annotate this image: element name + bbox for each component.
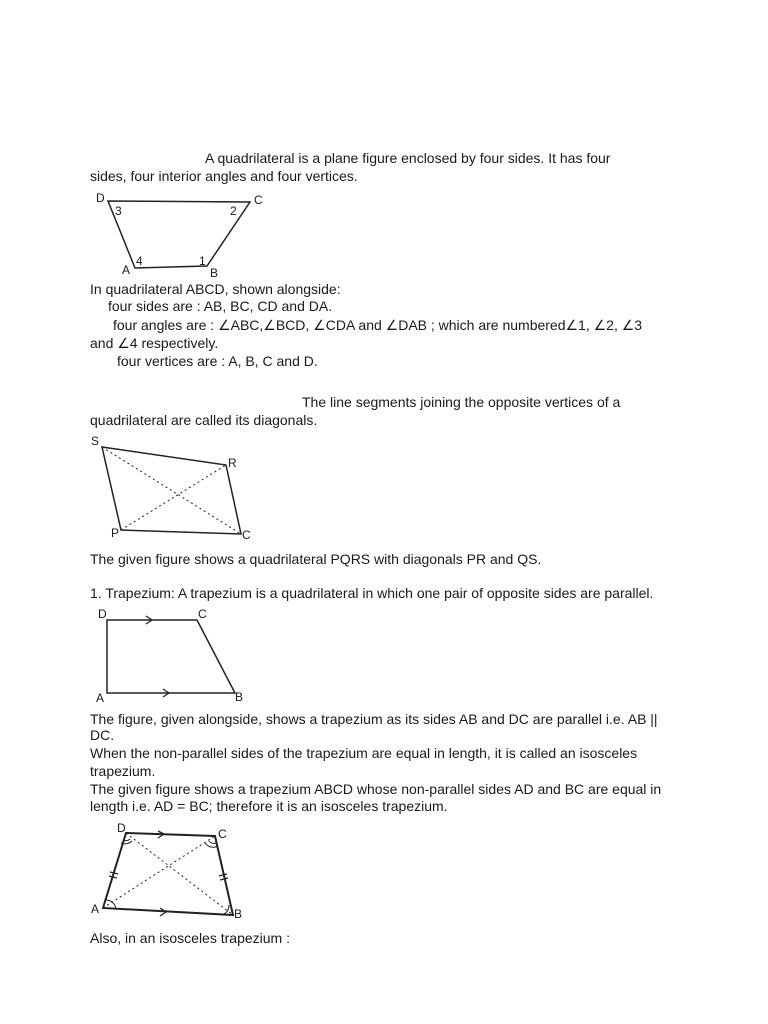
abcd-vertices: four vertices are : A, B, C and D. — [117, 353, 318, 369]
angle-arc — [209, 841, 216, 843]
abcd-heading: In quadrilateral ABCD, shown alongside: — [90, 281, 341, 297]
label-a: A — [122, 263, 131, 277]
label-s: S — [91, 434, 100, 448]
diagonals-line-2: quadrilateral are called its diagonals. — [90, 412, 318, 428]
trapezium-figure — [90, 604, 250, 706]
label-b: B — [234, 907, 243, 921]
label-b: B — [235, 690, 244, 704]
trapezium-text-5: The given figure shows a trapezium ABCD whose non-parallel sides AD and BC are equal in — [90, 781, 662, 797]
angle-2-label: 2 — [230, 204, 237, 218]
label-d: D — [96, 191, 105, 205]
trapezium-text-2: DC. — [90, 727, 115, 743]
intro-line-1: A quadrilateral is a plane figure enclosed by four sides. It has four — [205, 150, 611, 166]
diagonals-line-1: The line segments joining the opposite vertices of a — [302, 394, 621, 410]
isosceles-trapezium-figure — [88, 818, 248, 924]
label-r: R — [228, 456, 237, 470]
pqrs-caption: The given figure shows a quadrilateral PQRS with diagonals PR and QS. — [90, 551, 542, 567]
trapezium-text-6: length i.e. AD = BC; therefore it is an isosceles trapezium. — [90, 798, 448, 814]
label-p: P — [111, 526, 120, 540]
label-c: C — [254, 193, 263, 207]
label-d: D — [117, 821, 126, 835]
trapezium-text-3: When the non-parallel sides of the trapezium are equal in length, it is called an isosceles — [90, 745, 638, 761]
quadrilateral-pqrs-figure — [88, 432, 258, 542]
intro-line-2: sides, four interior angles and four vertices. — [90, 168, 358, 184]
abcd-sides: four sides are : AB, BC, CD and DA. — [108, 298, 333, 314]
label-d: D — [98, 607, 107, 621]
isosceles-properties-intro: Also, in an isosceles trapezium : — [90, 930, 290, 946]
trapezium-text-1: The figure, given alongside, shows a trapezium as its sides AB and DC are parallel i.e. AB || — [90, 711, 658, 727]
angle-1-label: 1 — [199, 254, 206, 268]
abcd-angles-line-1: four angles are : ∠ABC,∠BCD, ∠CDA and ∠DAB ; which are numbered∠1, ∠2, ∠3 — [113, 317, 643, 333]
angle-4-label: 4 — [136, 254, 143, 268]
label-b: B — [210, 266, 219, 280]
trapezium-definition: 1. Trapezium: A trapezium is a quadrilateral in which one pair of opposite sides are parallel. — [90, 585, 654, 601]
trapezium-text-4: trapezium. — [90, 763, 156, 779]
label-a: A — [96, 691, 105, 705]
label-c: C — [218, 827, 227, 841]
angle-3-label: 3 — [115, 204, 122, 218]
label-c: C — [198, 607, 207, 621]
label-a: A — [91, 902, 100, 916]
label-q: C — [242, 528, 251, 542]
quadrilateral-abcd-figure — [90, 188, 270, 280]
abcd-angles-line-2: and ∠4 respectively. — [90, 335, 219, 351]
